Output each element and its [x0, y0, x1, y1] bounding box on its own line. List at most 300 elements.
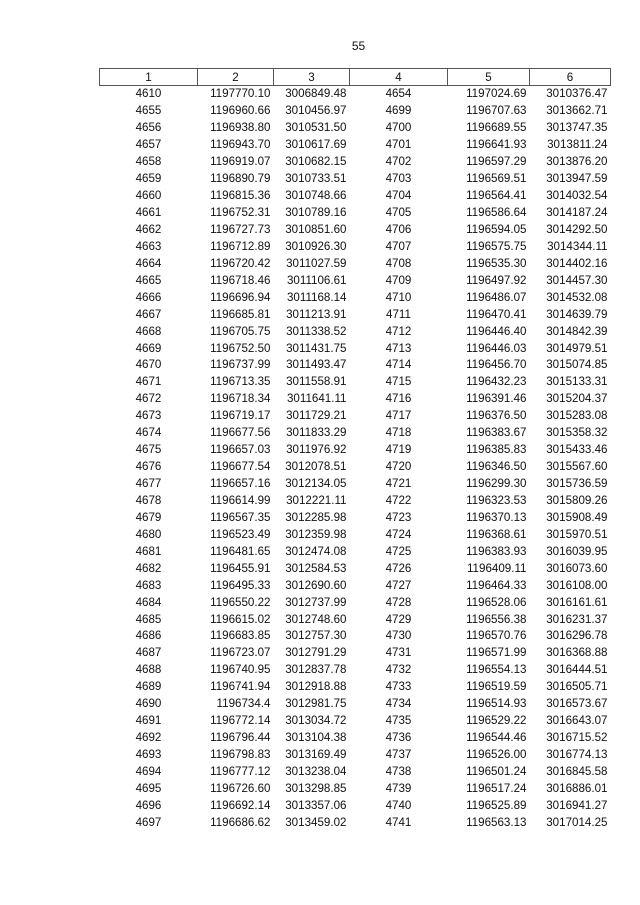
- x-coordinate-cell: 1196707.63: [466, 104, 527, 118]
- y-coordinate-cell: 3011027.59: [286, 256, 347, 270]
- x-coordinate-cell: 1196564.41: [466, 189, 527, 203]
- table-body: [100, 86, 611, 832]
- y-coordinate-cell: 3015908.49: [546, 510, 608, 524]
- y-coordinate-cell: 3014457.30: [546, 273, 608, 287]
- y-coordinate-cell: 3010376.47: [546, 87, 608, 101]
- point-id-cell: 4683: [135, 578, 162, 592]
- table-row: [100, 120, 611, 137]
- point-id-cell: 4692: [135, 731, 162, 745]
- x-coordinate-cell: 1196432.23: [466, 375, 527, 389]
- x-coordinate-cell: 1196752.31: [210, 206, 271, 220]
- y-coordinate-cell: 3014032.54: [546, 189, 608, 203]
- table-row: [100, 188, 611, 205]
- y-coordinate-cell: 3013811.24: [547, 138, 608, 152]
- point-id-cell: 4727: [385, 578, 412, 592]
- point-id-cell: 4691: [135, 714, 162, 728]
- x-coordinate-cell: 1196686.62: [210, 815, 271, 829]
- table-row: [100, 764, 611, 781]
- point-id-cell: 4674: [135, 426, 162, 440]
- y-coordinate-cell: 3014842.39: [546, 324, 608, 338]
- y-coordinate-cell: 3011976.92: [286, 443, 347, 457]
- y-coordinate-cell: 3013876.20: [546, 155, 608, 169]
- x-coordinate-cell: 1196556.38: [466, 612, 527, 626]
- y-coordinate-cell: 3011641.11: [286, 392, 347, 406]
- y-coordinate-cell: 3016715.52: [546, 731, 608, 745]
- point-id-cell: 4680: [135, 527, 162, 541]
- point-id-cell: 4728: [385, 595, 412, 609]
- point-id-cell: 4712: [385, 324, 412, 338]
- y-coordinate-cell: 3014639.79: [546, 307, 608, 321]
- x-coordinate-cell: 1196597.29: [466, 155, 527, 169]
- point-id-cell: 4707: [385, 239, 412, 253]
- table-row: [100, 645, 611, 662]
- point-id-cell: 4723: [385, 510, 412, 524]
- point-id-cell: 4720: [385, 460, 412, 474]
- point-id-cell: 4656: [135, 121, 162, 135]
- point-id-cell: 4682: [135, 561, 162, 575]
- y-coordinate-cell: 3011213.91: [286, 307, 347, 321]
- point-id-cell: 4681: [135, 544, 162, 558]
- table-row: [100, 408, 611, 425]
- y-coordinate-cell: 3013747.35: [546, 121, 608, 135]
- y-coordinate-cell: 3013662.71: [546, 104, 608, 118]
- table-row: [100, 679, 611, 696]
- point-id-cell: 4731: [385, 646, 412, 660]
- y-coordinate-cell: 3016573.67: [546, 697, 608, 711]
- x-coordinate-cell: 1196481.65: [210, 544, 271, 558]
- table-row: [100, 103, 611, 120]
- y-coordinate-cell: 3011168.14: [286, 290, 347, 304]
- point-id-cell: 4671: [135, 375, 162, 389]
- y-coordinate-cell: 3016886.01: [546, 781, 608, 795]
- y-coordinate-cell: 3011833.29: [286, 426, 347, 440]
- y-coordinate-cell: 3015358.32: [546, 426, 608, 440]
- x-coordinate-cell: 1196719.17: [210, 409, 271, 423]
- x-coordinate-cell: 1196718.46: [210, 273, 271, 287]
- x-coordinate-cell: 1196683.85: [210, 629, 271, 643]
- table-row: [100, 306, 611, 323]
- x-coordinate-cell: 1196586.64: [466, 206, 527, 220]
- table-row: [100, 374, 611, 391]
- point-id-cell: 4688: [135, 663, 162, 677]
- column-header-5: 5: [448, 69, 530, 86]
- y-coordinate-cell: 3010748.66: [285, 189, 347, 203]
- point-id-cell: 4725: [385, 544, 412, 558]
- y-coordinate-cell: 3011431.75: [286, 341, 347, 355]
- x-coordinate-cell: 1196734.4: [216, 697, 271, 711]
- x-coordinate-cell: 1196692.14: [210, 798, 271, 812]
- point-id-cell: 4661: [135, 206, 162, 220]
- table-row: [100, 238, 611, 255]
- x-coordinate-cell: 1196696.94: [210, 290, 271, 304]
- x-coordinate-cell: 1196741.94: [210, 680, 271, 694]
- x-coordinate-cell: 1196614.99: [210, 493, 271, 507]
- table-row: [100, 662, 611, 679]
- y-coordinate-cell: 3013298.85: [285, 781, 347, 795]
- y-coordinate-cell: 3012221.11: [286, 493, 347, 507]
- table-row: [100, 696, 611, 713]
- point-id-cell: 4660: [135, 189, 162, 203]
- x-coordinate-cell: 1196713.35: [210, 375, 271, 389]
- y-coordinate-cell: 3013104.38: [285, 731, 347, 745]
- x-coordinate-cell: 1196615.02: [210, 612, 271, 626]
- point-id-cell: 4690: [135, 697, 162, 711]
- x-coordinate-cell: 1196919.07: [210, 155, 271, 169]
- x-coordinate-cell: 1196554.13: [466, 663, 527, 677]
- table-row: [100, 340, 611, 357]
- x-coordinate-cell: 1196705.75: [210, 324, 271, 338]
- y-coordinate-cell: 3012791.29: [285, 646, 347, 660]
- header-row: [100, 69, 611, 86]
- y-coordinate-cell: 3015204.37: [546, 392, 608, 406]
- x-coordinate-cell: 1196495.33: [210, 578, 271, 592]
- point-id-cell: 4704: [385, 189, 412, 203]
- point-id-cell: 4735: [385, 714, 412, 728]
- point-id-cell: 4705: [385, 206, 412, 220]
- y-coordinate-cell: 3013459.02: [285, 815, 347, 829]
- y-coordinate-cell: 3014402.16: [546, 256, 608, 270]
- point-id-cell: 4610: [135, 87, 162, 101]
- point-id-cell: 4730: [385, 629, 412, 643]
- x-coordinate-cell: 1196677.54: [210, 460, 271, 474]
- point-id-cell: 4676: [135, 460, 162, 474]
- x-coordinate-cell: 1196677.56: [210, 426, 271, 440]
- point-id-cell: 4716: [385, 392, 412, 406]
- x-coordinate-cell: 1196657.16: [210, 477, 271, 491]
- point-id-cell: 4693: [135, 748, 162, 762]
- y-coordinate-cell: 3010682.15: [285, 155, 347, 169]
- y-coordinate-cell: 3011338.52: [286, 324, 347, 338]
- point-id-cell: 4684: [135, 595, 162, 609]
- y-coordinate-cell: 3011106.61: [286, 273, 347, 287]
- point-id-cell: 4710: [385, 290, 412, 304]
- y-coordinate-cell: 3010456.97: [285, 104, 347, 118]
- y-coordinate-cell: 3016941.27: [546, 798, 608, 812]
- y-coordinate-cell: 3016039.95: [546, 544, 608, 558]
- y-coordinate-cell: 3012737.99: [285, 595, 347, 609]
- point-id-cell: 4669: [135, 341, 162, 355]
- point-id-cell: 4667: [135, 307, 162, 321]
- y-coordinate-cell: 3012285.98: [285, 510, 347, 524]
- point-id-cell: 4706: [385, 222, 412, 236]
- y-coordinate-cell: 3016073.60: [546, 561, 608, 575]
- page-number: 55: [351, 39, 366, 53]
- y-coordinate-cell: 3016774.13: [546, 748, 608, 762]
- x-coordinate-cell: 1196740.95: [210, 663, 271, 677]
- point-id-cell: 4736: [385, 731, 412, 745]
- table-row: [100, 289, 611, 306]
- x-coordinate-cell: 1196370.13: [466, 510, 527, 524]
- y-coordinate-cell: 3013034.72: [285, 714, 347, 728]
- x-coordinate-cell: 1196569.51: [466, 172, 527, 186]
- x-coordinate-cell: 1196346.50: [466, 460, 527, 474]
- x-coordinate-cell: 1196514.93: [466, 697, 527, 711]
- point-id-cell: 4697: [135, 815, 162, 829]
- x-coordinate-cell: 1196446.40: [466, 324, 527, 338]
- x-coordinate-cell: 1196456.70: [466, 358, 527, 372]
- x-coordinate-cell: 1197024.69: [466, 87, 527, 101]
- point-id-cell: 4658: [135, 155, 162, 169]
- point-id-cell: 4740: [385, 798, 412, 812]
- column-header-4: 4: [350, 69, 448, 86]
- table-row: [100, 459, 611, 476]
- point-id-cell: 4685: [135, 612, 162, 626]
- y-coordinate-cell: 3010851.60: [285, 222, 347, 236]
- x-coordinate-cell: 1196464.33: [466, 578, 527, 592]
- point-id-cell: 4662: [135, 222, 162, 236]
- y-coordinate-cell: 3012584.53: [285, 561, 347, 575]
- x-coordinate-cell: 1196446.03: [466, 341, 527, 355]
- table-row: [100, 137, 611, 154]
- point-id-cell: 4737: [385, 748, 412, 762]
- x-coordinate-cell: 1196409.11: [466, 561, 527, 575]
- x-coordinate-cell: 1196497.92: [466, 273, 527, 287]
- y-coordinate-cell: 3014292.50: [546, 222, 608, 236]
- y-coordinate-cell: 3015433.46: [546, 443, 608, 457]
- point-id-cell: 4732: [385, 663, 412, 677]
- y-coordinate-cell: 3016231.37: [546, 612, 608, 626]
- x-coordinate-cell: 1196529.22: [466, 714, 527, 728]
- point-id-cell: 4679: [135, 510, 162, 524]
- table-row: [100, 577, 611, 594]
- x-coordinate-cell: 1196737.99: [210, 358, 271, 372]
- y-coordinate-cell: 3014187.24: [546, 206, 608, 220]
- point-id-cell: 4708: [385, 256, 412, 270]
- x-coordinate-cell: 1196519.59: [466, 680, 527, 694]
- column-header-6: 6: [530, 69, 611, 86]
- point-id-cell: 4717: [385, 409, 412, 423]
- y-coordinate-cell: 3006849.48: [285, 87, 347, 101]
- table-row: [100, 526, 611, 543]
- x-coordinate-cell: 1196752.50: [210, 341, 271, 355]
- point-id-cell: 4715: [385, 375, 412, 389]
- point-id-cell: 4665: [135, 273, 162, 287]
- y-coordinate-cell: 3015809.26: [546, 493, 608, 507]
- x-coordinate-cell: 1196938.80: [210, 121, 271, 135]
- y-coordinate-cell: 3012918.88: [285, 680, 347, 694]
- point-id-cell: 4726: [385, 561, 412, 575]
- table-row: [100, 222, 611, 239]
- y-coordinate-cell: 3010789.16: [285, 206, 347, 220]
- y-coordinate-cell: 3013947.59: [546, 172, 608, 186]
- point-id-cell: 4722: [385, 493, 412, 507]
- x-coordinate-cell: 1196890.79: [210, 172, 271, 186]
- y-coordinate-cell: 3015567.60: [546, 460, 608, 474]
- point-id-cell: 4673: [135, 409, 162, 423]
- point-id-cell: 4738: [385, 764, 412, 778]
- y-coordinate-cell: 3012981.75: [285, 697, 347, 711]
- point-id-cell: 4657: [135, 138, 162, 152]
- y-coordinate-cell: 3014344.11: [547, 239, 608, 253]
- x-coordinate-cell: 1196501.24: [466, 764, 527, 778]
- point-id-cell: 4741: [385, 815, 412, 829]
- x-coordinate-cell: 1196689.55: [466, 121, 527, 135]
- point-id-cell: 4714: [385, 358, 412, 372]
- y-coordinate-cell: 3012078.51: [285, 460, 347, 474]
- y-coordinate-cell: 3012690.60: [285, 578, 347, 592]
- point-id-cell: 4689: [135, 680, 162, 694]
- y-coordinate-cell: 3011493.47: [286, 358, 347, 372]
- x-coordinate-cell: 1196570.76: [466, 629, 527, 643]
- y-coordinate-cell: 3016444.51: [546, 663, 608, 677]
- point-id-cell: 4709: [385, 273, 412, 287]
- x-coordinate-cell: 1196723.07: [210, 646, 271, 660]
- y-coordinate-cell: 3012837.78: [285, 663, 347, 677]
- table-row: [100, 509, 611, 526]
- y-coordinate-cell: 3015283.08: [546, 409, 608, 423]
- point-id-cell: 4700: [385, 121, 412, 135]
- x-coordinate-cell: 1196323.53: [466, 493, 527, 507]
- table-row: [100, 594, 611, 611]
- y-coordinate-cell: 3016845.58: [546, 764, 608, 778]
- y-coordinate-cell: 3011558.91: [286, 375, 347, 389]
- column-header-1: 1: [100, 69, 198, 86]
- table-row: [100, 272, 611, 289]
- y-coordinate-cell: 3012748.60: [285, 612, 347, 626]
- table-row: [100, 611, 611, 628]
- x-coordinate-cell: 1196777.12: [210, 764, 271, 778]
- x-coordinate-cell: 1196526.00: [466, 748, 527, 762]
- table-row: [100, 560, 611, 577]
- table-row: [100, 86, 611, 103]
- point-id-cell: 4703: [385, 172, 412, 186]
- point-id-cell: 4729: [385, 612, 412, 626]
- y-coordinate-cell: 3016161.61: [546, 595, 608, 609]
- x-coordinate-cell: 1196798.83: [210, 748, 271, 762]
- point-id-cell: 4695: [135, 781, 162, 795]
- point-id-cell: 4678: [135, 493, 162, 507]
- point-id-cell: 4733: [385, 680, 412, 694]
- y-coordinate-cell: 3016643.07: [546, 714, 608, 728]
- y-coordinate-cell: 3012359.98: [285, 527, 347, 541]
- y-coordinate-cell: 3016368.88: [546, 646, 608, 660]
- x-coordinate-cell: 1196685.81: [210, 307, 271, 321]
- point-id-cell: 4668: [135, 324, 162, 338]
- y-coordinate-cell: 3015970.51: [546, 527, 608, 541]
- y-coordinate-cell: 3015133.31: [546, 375, 608, 389]
- y-coordinate-cell: 3015736.59: [546, 477, 608, 491]
- x-coordinate-cell: 1196544.46: [466, 731, 527, 745]
- y-coordinate-cell: 3016296.78: [546, 629, 608, 643]
- point-id-cell: 4670: [135, 358, 162, 372]
- y-coordinate-cell: 3013238.04: [285, 764, 347, 778]
- table-row: [100, 442, 611, 459]
- point-id-cell: 4694: [135, 764, 162, 778]
- table-row: [100, 425, 611, 442]
- point-id-cell: 4701: [385, 138, 412, 152]
- x-coordinate-cell: 1196575.75: [466, 239, 527, 253]
- point-id-cell: 4686: [135, 629, 162, 643]
- x-coordinate-cell: 1196550.22: [210, 595, 271, 609]
- table-row: [100, 543, 611, 560]
- x-coordinate-cell: 1196368.61: [466, 527, 527, 541]
- point-id-cell: 4724: [385, 527, 412, 541]
- table-row: [100, 797, 611, 814]
- y-coordinate-cell: 3012757.30: [285, 629, 347, 643]
- point-id-cell: 4654: [385, 87, 412, 101]
- table-row: [100, 628, 611, 645]
- x-coordinate-cell: 1197770.10: [210, 87, 271, 101]
- point-id-cell: 4664: [135, 256, 162, 270]
- point-id-cell: 4677: [135, 477, 162, 491]
- x-coordinate-cell: 1196383.67: [466, 426, 527, 440]
- point-id-cell: 4718: [385, 426, 412, 440]
- x-coordinate-cell: 1196563.13: [466, 815, 527, 829]
- table-row: [100, 730, 611, 747]
- x-coordinate-cell: 1196571.99: [466, 646, 527, 660]
- y-coordinate-cell: 3010617.69: [285, 138, 347, 152]
- x-coordinate-cell: 1196535.30: [466, 256, 527, 270]
- x-coordinate-cell: 1196726.60: [210, 781, 271, 795]
- table-row: [100, 323, 611, 340]
- y-coordinate-cell: 3017014.25: [546, 815, 608, 829]
- coordinates-table: [99, 68, 611, 831]
- y-coordinate-cell: 3015074.85: [546, 358, 608, 372]
- point-id-cell: 4659: [135, 172, 162, 186]
- y-coordinate-cell: 3012134.05: [285, 477, 347, 491]
- x-coordinate-cell: 1196299.30: [466, 477, 527, 491]
- y-coordinate-cell: 3016108.00: [546, 578, 608, 592]
- x-coordinate-cell: 1196796.44: [210, 731, 271, 745]
- x-coordinate-cell: 1196391.46: [466, 392, 527, 406]
- x-coordinate-cell: 1196567.35: [210, 510, 271, 524]
- table-row: [100, 747, 611, 764]
- x-coordinate-cell: 1196594.05: [466, 222, 527, 236]
- point-id-cell: 4687: [135, 646, 162, 660]
- table-row: [100, 154, 611, 171]
- point-id-cell: 4663: [135, 239, 162, 253]
- x-coordinate-cell: 1196376.50: [466, 409, 527, 423]
- x-coordinate-cell: 1196523.49: [210, 527, 271, 541]
- column-header-3: 3: [274, 69, 350, 86]
- point-id-cell: 4696: [135, 798, 162, 812]
- table-row: [100, 780, 611, 797]
- point-id-cell: 4666: [135, 290, 162, 304]
- point-id-cell: 4711: [386, 307, 411, 321]
- point-id-cell: 4734: [385, 697, 412, 711]
- y-coordinate-cell: 3013357.06: [285, 798, 347, 812]
- point-id-cell: 4739: [385, 781, 412, 795]
- y-coordinate-cell: 3014532.08: [546, 290, 608, 304]
- table-row: [100, 476, 611, 493]
- point-id-cell: 4675: [135, 443, 162, 457]
- y-coordinate-cell: 3010926.30: [285, 239, 347, 253]
- x-coordinate-cell: 1196528.06: [466, 595, 527, 609]
- x-coordinate-cell: 1196712.89: [210, 239, 271, 253]
- x-coordinate-cell: 1196772.14: [210, 714, 271, 728]
- point-id-cell: 4655: [135, 104, 162, 118]
- table-row: [100, 713, 611, 730]
- point-id-cell: 4672: [135, 392, 162, 406]
- x-coordinate-cell: 1196960.66: [210, 104, 271, 118]
- table-row: [100, 205, 611, 222]
- x-coordinate-cell: 1196943.70: [210, 138, 271, 152]
- x-coordinate-cell: 1196641.93: [466, 138, 527, 152]
- x-coordinate-cell: 1196383.93: [466, 544, 527, 558]
- point-id-cell: 4713: [385, 341, 412, 355]
- x-coordinate-cell: 1196657.03: [210, 443, 271, 457]
- y-coordinate-cell: 3012474.08: [285, 544, 347, 558]
- table-row: [100, 814, 611, 831]
- table-row: [100, 493, 611, 510]
- x-coordinate-cell: 1196517.24: [466, 781, 527, 795]
- x-coordinate-cell: 1196815.36: [210, 189, 271, 203]
- x-coordinate-cell: 1196470.41: [466, 307, 527, 321]
- y-coordinate-cell: 3013169.49: [285, 748, 347, 762]
- point-id-cell: 4719: [385, 443, 412, 457]
- point-id-cell: 4702: [385, 155, 412, 169]
- y-coordinate-cell: 3010733.51: [285, 172, 347, 186]
